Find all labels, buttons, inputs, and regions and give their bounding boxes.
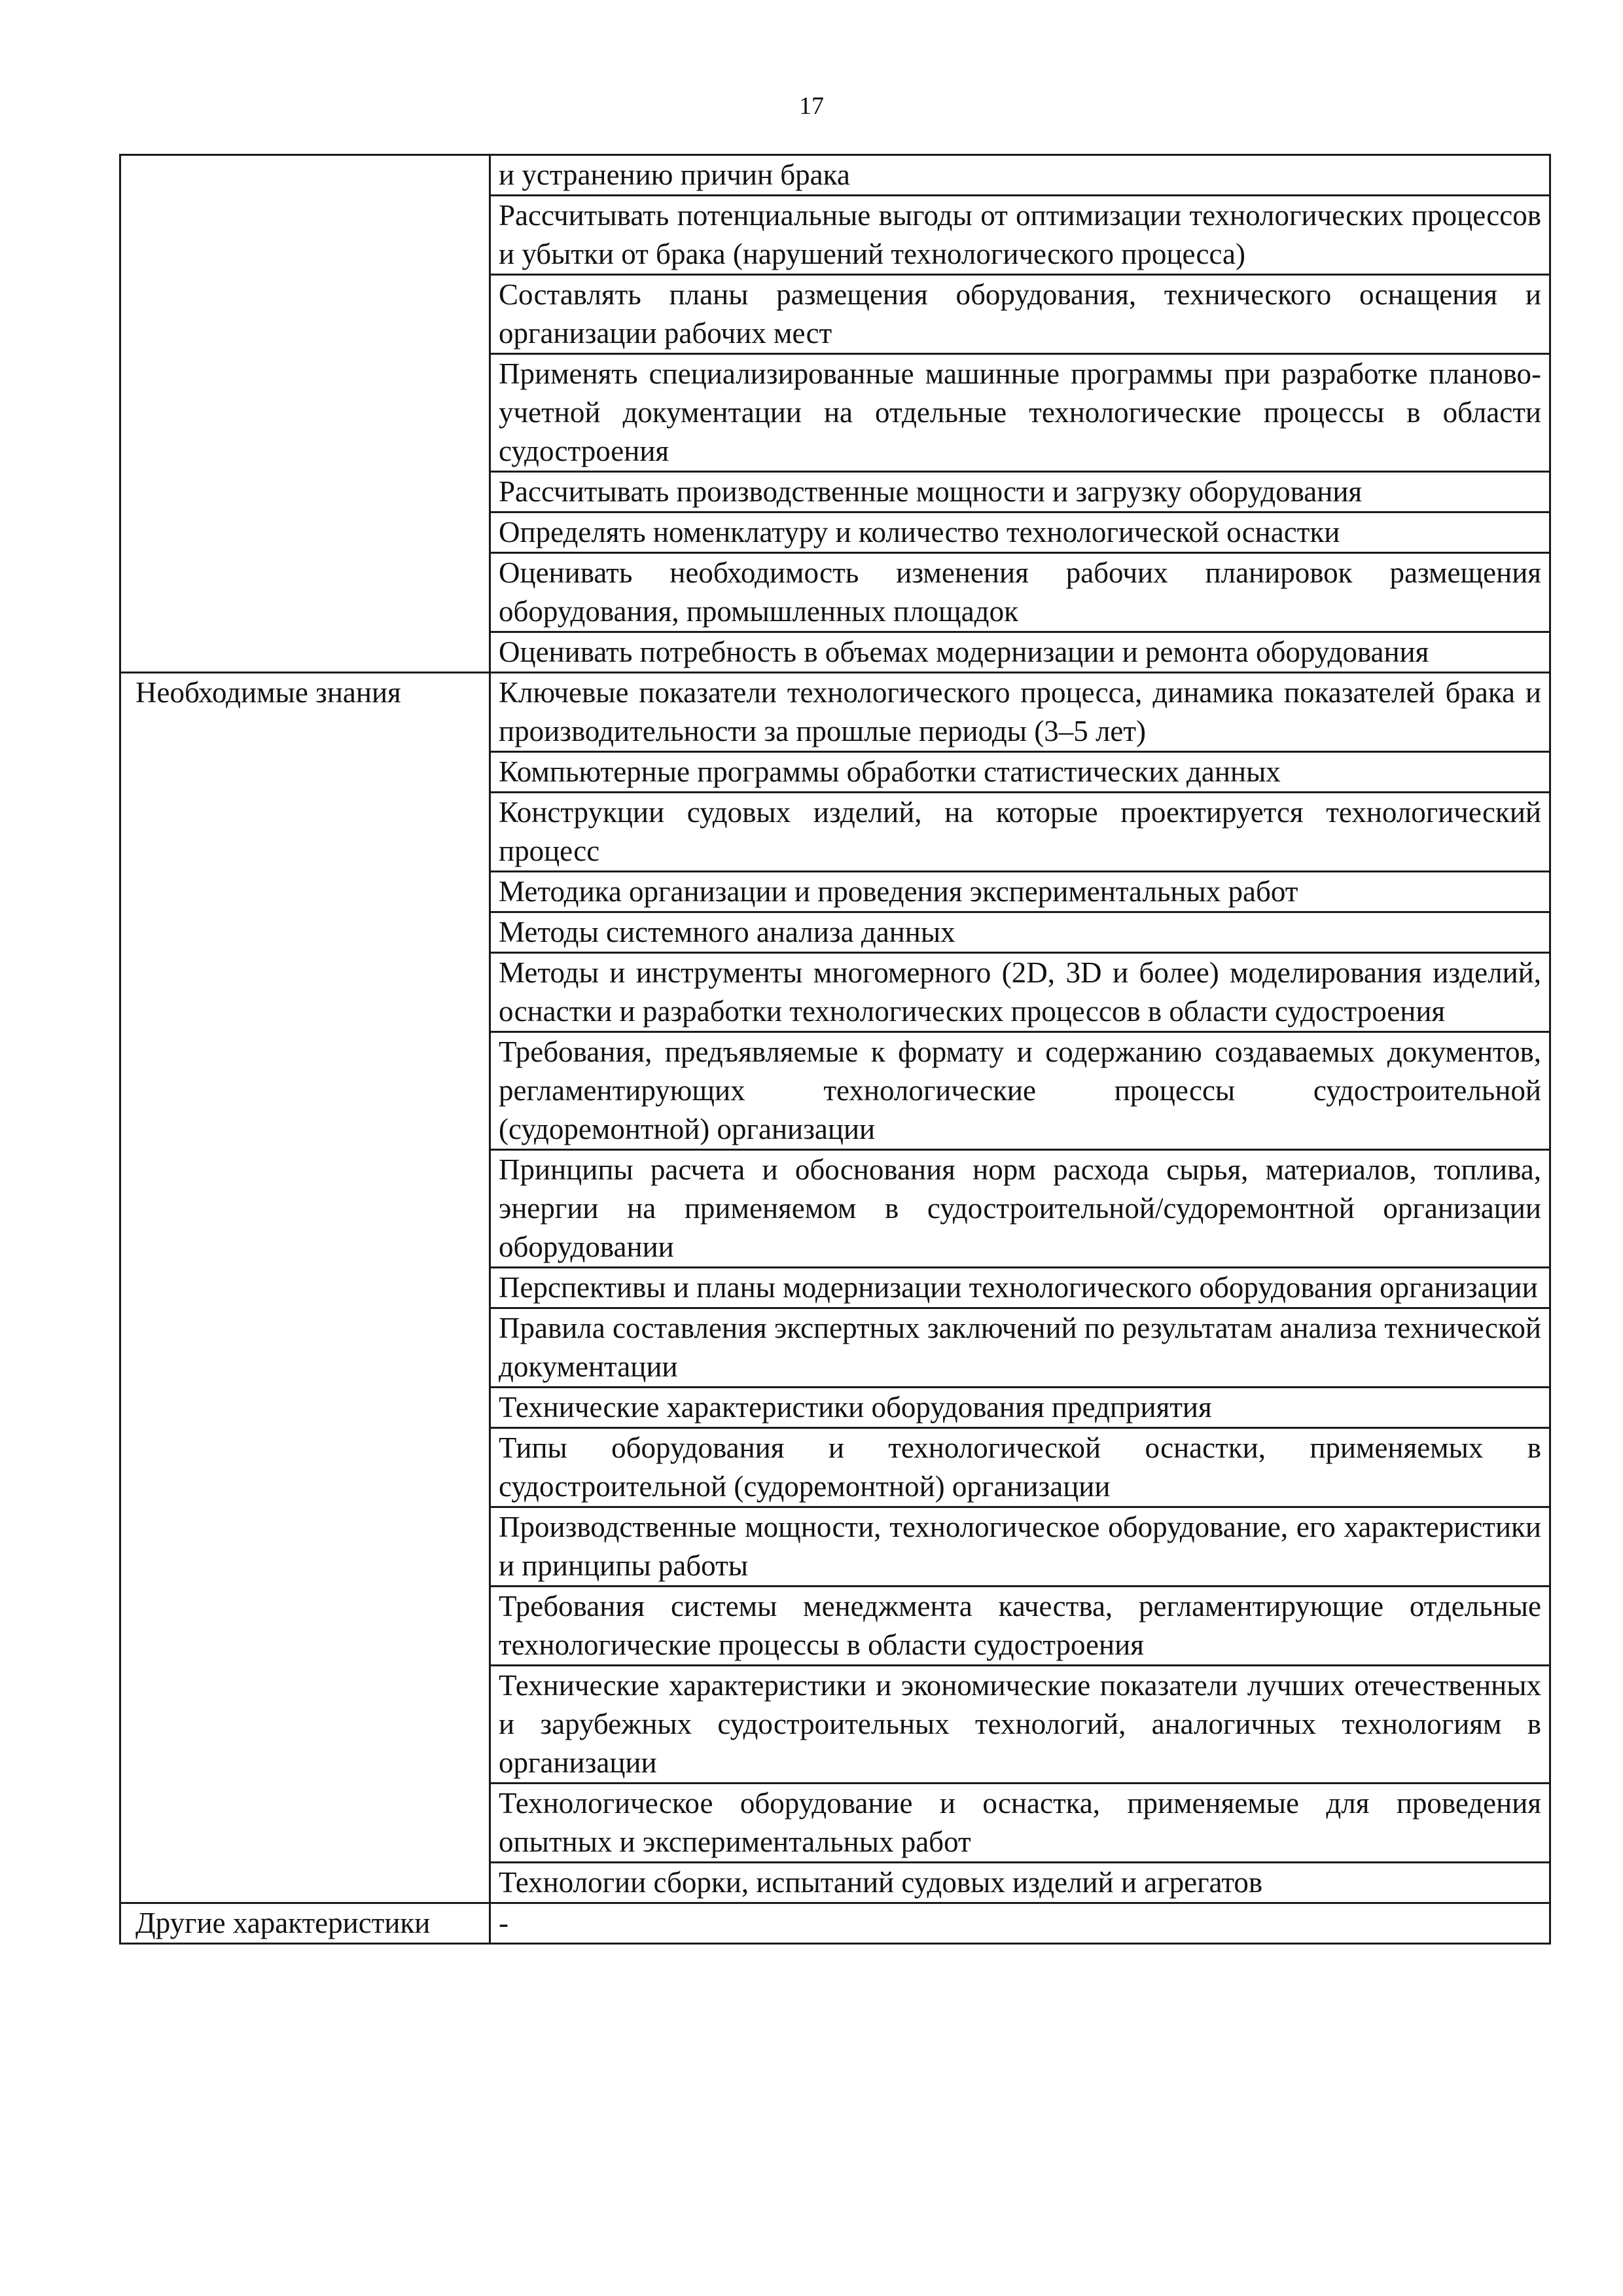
knowledge-item: Требования, предъявляемые к формату и содержанию создаваемых документов, регламентирующих технологические процессы судостроительной (судоремонтной) организации	[490, 1032, 1550, 1150]
table-row	[120, 673, 1550, 752]
knowledge-item: Методы системного анализа данных	[490, 912, 1550, 953]
table-row	[120, 155, 1550, 196]
skill-item: и устранению причин брака	[490, 155, 1550, 196]
knowledge-item: Правила составления экспертных заключений по результатам анализа технической документации	[490, 1308, 1550, 1388]
knowledge-item: Типы оборудования и технологической оснастки, применяемых в судостроительной (судоремонтной) организации	[490, 1428, 1550, 1507]
table-row	[120, 1903, 1550, 1944]
other-value: -	[490, 1903, 1550, 1944]
knowledge-label: Необходимые знания	[120, 673, 490, 1903]
empty-label-cell	[120, 155, 490, 673]
skill-item: Оценивать необходимость изменения рабочих планировок размещения оборудования, промышленных площадок	[490, 553, 1550, 632]
knowledge-item: Ключевые показатели технологического процесса, динамика показателей брака и производительности за прошлые периоды (3–5 лет)	[490, 673, 1550, 752]
skill-item: Оценивать потребность в объемах модернизации и ремонта оборудования	[490, 632, 1550, 673]
page-number: 17	[799, 92, 824, 120]
knowledge-item: Принципы расчета и обоснования норм расхода сырья, материалов, топлива, энергии на применяемом в судостроительной/судоремонтной организации оборудовании	[490, 1150, 1550, 1268]
skill-item: Определять номенклатуру и количество технологической оснастки	[490, 512, 1550, 553]
other-label: Другие характеристики	[120, 1903, 490, 1944]
knowledge-item: Требования системы менеджмента качества, регламентирующие отдельные технологические процессы в области судостроения	[490, 1587, 1550, 1666]
knowledge-item: Компьютерные программы обработки статистических данных	[490, 752, 1550, 793]
knowledge-item: Технические характеристики оборудования предприятия	[490, 1388, 1550, 1428]
knowledge-item: Конструкции судовых изделий, на которые проектируется технологический процесс	[490, 793, 1550, 872]
knowledge-item: Технические характеристики и экономические показатели лучших отечественных и зарубежных судостроительных технологий, аналогичных технологиям в организации	[490, 1666, 1550, 1784]
knowledge-item: Перспективы и планы модернизации технологического оборудования организации	[490, 1268, 1550, 1308]
skill-item: Составлять планы размещения оборудования, технического оснащения и организации рабочих мест	[490, 275, 1550, 354]
knowledge-item: Методика организации и проведения экспериментальных работ	[490, 872, 1550, 912]
knowledge-item: Технологии сборки, испытаний судовых изделий и агрегатов	[490, 1863, 1550, 1903]
knowledge-item: Методы и инструменты многомерного (2D, 3D и более) моделирования изделий, оснастки и разработки технологических процессов в области судостроения	[490, 953, 1550, 1032]
knowledge-item: Производственные мощности, технологическое оборудование, его характеристики и принципы работы	[490, 1507, 1550, 1587]
skill-item: Применять специализированные машинные программы при разработке планово-учетной документации на отдельные технологические процессы в области судостроения	[490, 354, 1550, 472]
skill-item: Рассчитывать производственные мощности и загрузку оборудования	[490, 472, 1550, 512]
skill-item: Рассчитывать потенциальные выгоды от оптимизации технологических процессов и убытки от брака (нарушений технологического процесса)	[490, 196, 1550, 275]
knowledge-item: Технологическое оборудование и оснастка, применяемые для проведения опытных и экспериментальных работ	[490, 1784, 1550, 1863]
qualification-table	[119, 154, 1551, 1945]
